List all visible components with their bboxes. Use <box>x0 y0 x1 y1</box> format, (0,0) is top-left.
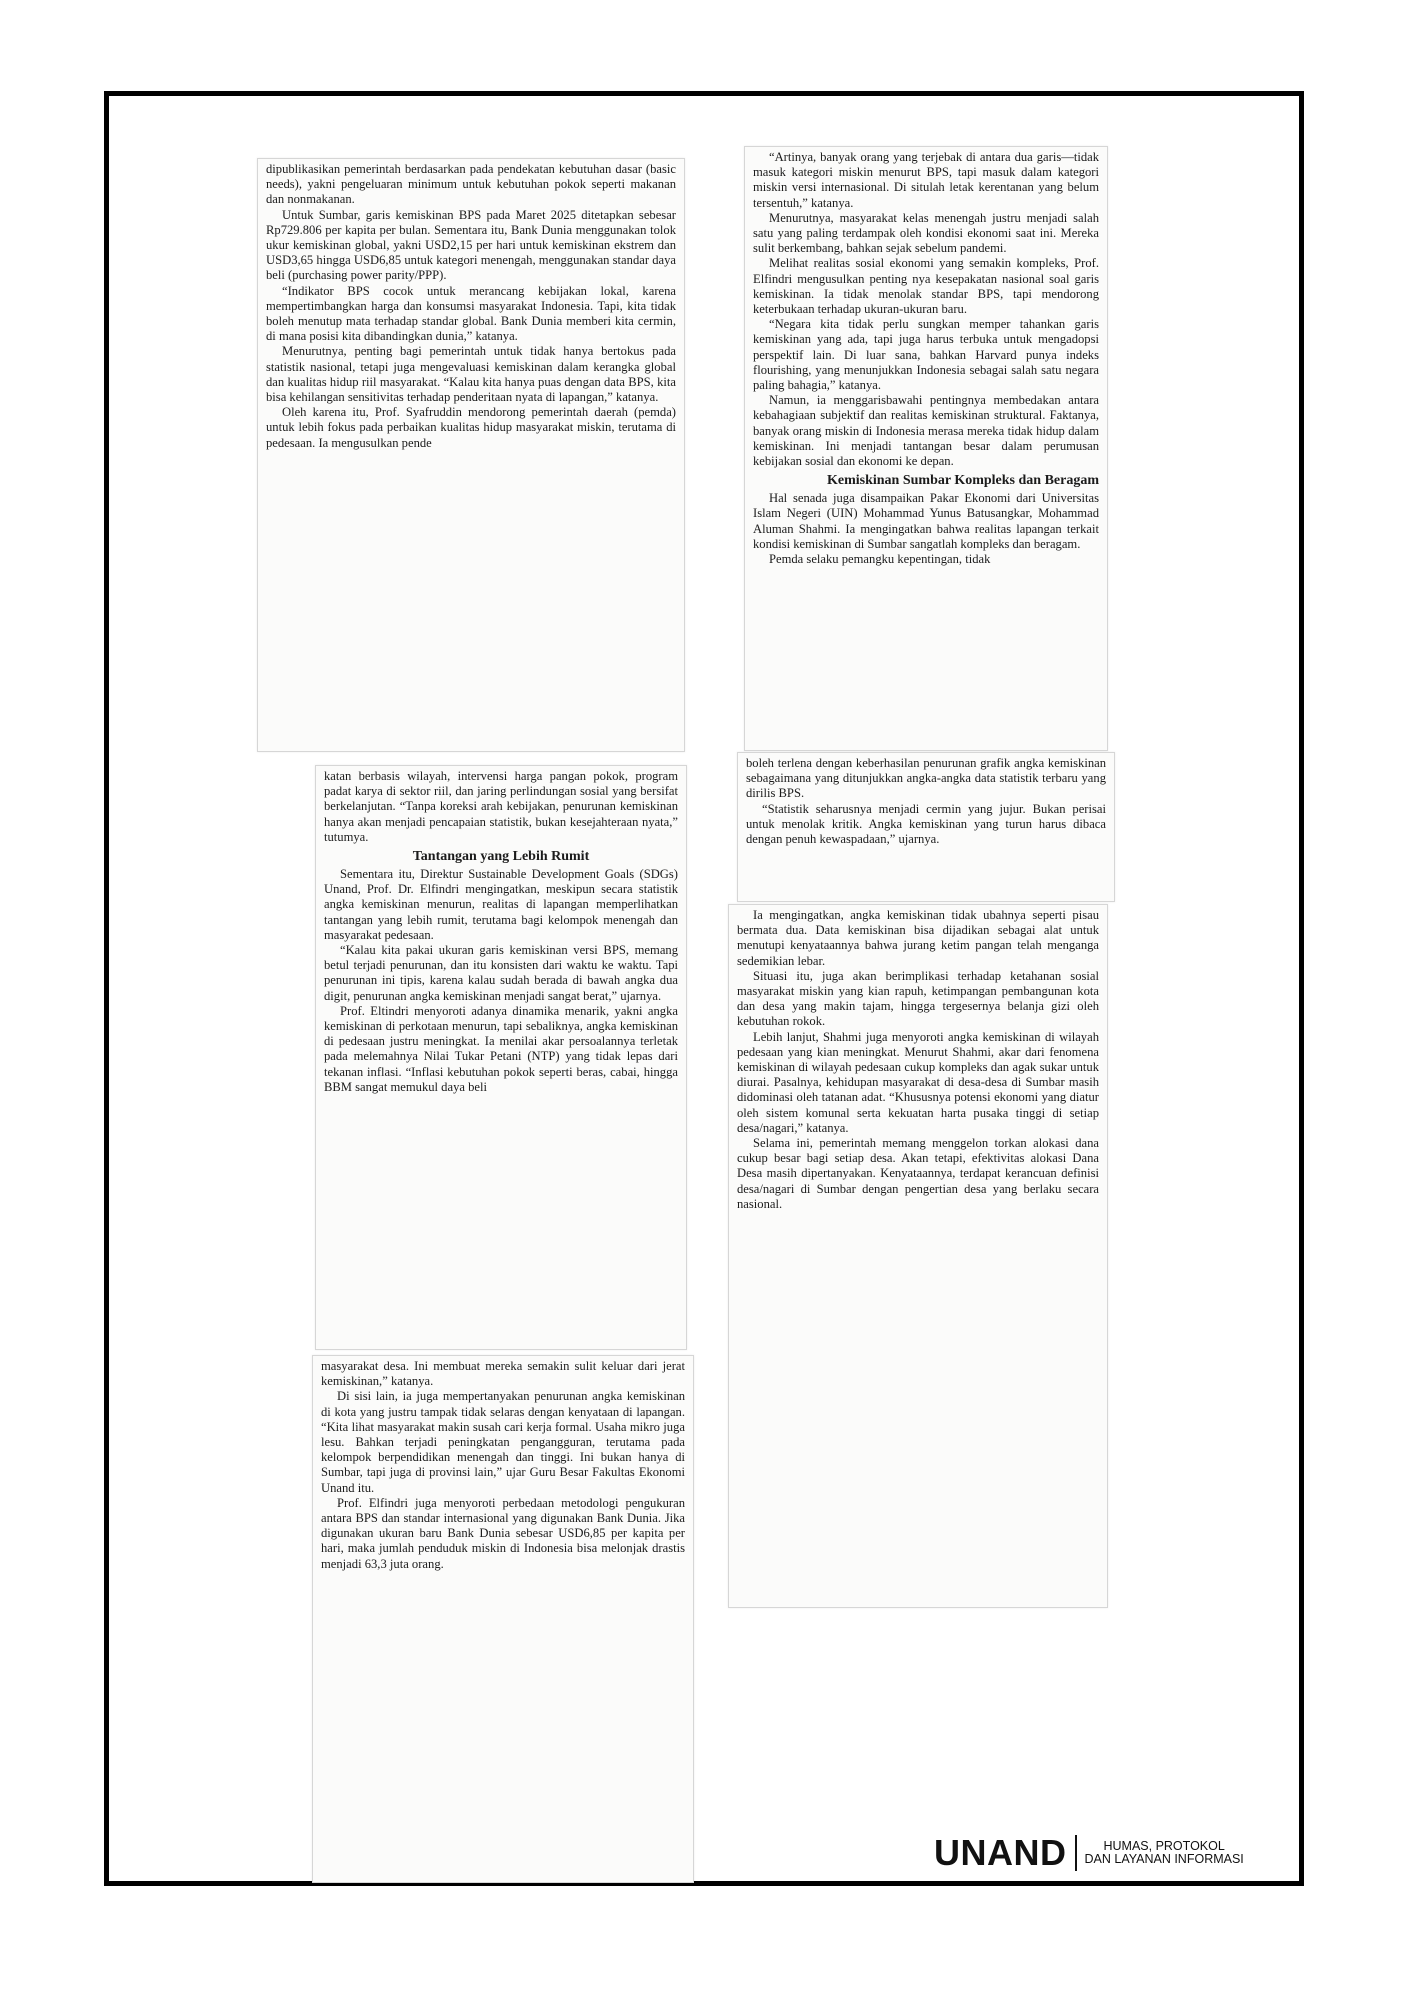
logo-subtitle <box>1085 1840 1244 1866</box>
paragraph: Menurutnya, masyarakat kelas menengah justru menjadi salah satu yang paling terdampak oleh kondisi ekonomi saat ini. Mereka sulit berkembang, bahkan sejak sebelum pandemi. <box>753 210 1099 256</box>
paragraph: Melihat realitas sosial ekonomi yang semakin kompleks, Prof. Elfindri mengusulkan penting nya kesepakatan nasional soal garis kemiskinan. Ia tidak menolak standar BPS, tapi mendorong keterbukaan terhadap ukuran-ukuran baru. <box>753 256 1099 317</box>
paragraph: dipublikasikan pemerintah berdasarkan pada pendekatan kebutuhan dasar (basic needs), yakni pengeluaran minimum untuk kebutuhan pokok seperti makanan dan nonmakanan. <box>266 162 676 207</box>
paragraph: boleh terlena dengan keberhasilan penurunan grafik angka kemiskinan sebagaimana yang ditunjukkan angka-angka data statistik terbaru yang dirilis BPS. <box>746 756 1106 801</box>
news-clipping-6 <box>728 904 1108 1608</box>
paragraph: “Negara kita tidak perlu sungkan memper tahankan garis kemiskinan yang ada, tapi juga harus terbuka untuk mengadopsi perspektif lain. Di luar sana, bahkan Harvard punya indeks flourishing, yang menunjukkan Indonesia sebagai salah satu negara paling bahagia,” katanya. <box>753 317 1099 393</box>
paragraph: Pemda selaku pemangku kepentingan, tidak <box>769 552 991 567</box>
logo-subtitle-line2: DAN LAYANAN INFORMASI <box>1084 1852 1244 1866</box>
paragraph: Namun, ia menggarisbawahi pentingnya membedakan antara kebahagiaan subjektif dan realitas kemiskinan struktural. Faktanya, banyak orang miskin di Indonesia merasa mereka tidak hidup dalam kemiskinan. Ini menjadi tantangan besar dalam perumusan kebijakan sosial dan ekonomi ke depan. <box>753 393 1099 469</box>
paragraph: “Statistik seharusnya menjadi cermin yang jujur. Bukan perisai untuk menolak kritik. Angka kemiskinan yang turun harus dibaca dengan penuh kewaspadaan,” ujarnya. <box>746 801 1106 847</box>
news-clipping-1 <box>257 158 685 752</box>
news-clipping-5 <box>737 752 1115 902</box>
paragraph: Prof. Eltindri menyoroti adanya dinamika menarik, yakni angka kemiskinan di perkotaan menurun, tapi sebaliknya, angka kemiskinan di pedesaan justru meningkat. Ia menilai akar persoalannya terletak pada melemahnya Nilai Tukar Petani (NTP) yang tidak lepas dari tekanan inflasi. “Inflasi kebutuhan pokok seperti beras, cabai, hingga BBM sangat memukul daya beli <box>324 1003 678 1094</box>
paragraph: Hal senada juga disampaikan Pakar Ekonomi dari Universitas Islam Negeri (UIN) Mohammad Yunus Batusangkar, Mohammad Aluman Shahmi. Ia mengingatkan bahwa realitas lapangan terkait kondisi kemiskinan di Sumbar sangatlah kompleks dan beragam. <box>753 491 1099 551</box>
news-clipping-4 <box>744 146 1108 751</box>
section-heading: Tantangan yang Lebih Rumit <box>412 849 590 865</box>
logo-wordmark: UNAND <box>934 1832 1067 1873</box>
paragraph: Sementara itu, Direktur Sustainable Development Goals (SDGs) Unand, Prof. Dr. Elfindri mengingatkan, meskipun secara statistik angka kemiskinan menurun, realitas di lapangan memperlihatkan tantangan yang lebih rumit, terutama bagi kelompok menengah dan masyarakat pedesaan. <box>324 867 678 942</box>
section-heading: Kemiskinan Sumbar Kompleks dan Beragam <box>826 473 1099 489</box>
paragraph: “Artinya, banyak orang yang terjebak di antara dua garis—tidak masuk kategori miskin menurut BPS, tapi masuk dalam kategori miskin versi internasional. Di situlah letak kerentanan yang belum tersentuh,” katanya. <box>753 150 1099 210</box>
paragraph: Oleh karena itu, Prof. Syafruddin mendorong pemerintah daerah (pemda) untuk lebih fokus pada perbaikan kualitas hidup masyarakat miskin, terutama di pedesaan. Ia mengusulkan pende <box>266 405 676 450</box>
paragraph: Untuk Sumbar, garis kemiskinan BPS pada Maret 2025 ditetapkan sebesar Rp729.806 per kapita per bulan. Sementara itu, Bank Dunia menggunakan tolok ukur kemiskinan global, yakni USD2,15 per hari untuk kemiskinan ekstrem dan USD3,65 hingga USD6,85 untuk kategori menengah, menggunakan standar daya beli (purchasing power parity/PPP). <box>266 207 676 283</box>
paragraph: Situasi itu, juga akan berimplikasi terhadap ketahanan sosial masyarakat miskin yang kian rapuh, ketimpangan pembangunan kota dan desa yang makin tajam, hingga tergesernya belanja gizi oleh kebutuhan rokok. <box>737 968 1099 1029</box>
paragraph: masyarakat desa. Ini membuat mereka semakin sulit keluar dari jerat kemiskinan,” katanya. <box>321 1359 685 1389</box>
paragraph: Di sisi lain, ia juga mempertanyakan penurunan angka kemiskinan di kota yang justru tampak tidak selaras dengan kenyataan di lapangan. “Kita lihat masyarakat makin susah cari kerja formal. Usaha mikro juga lesu. Bahkan terjadi peningkatan pengangguran, terutama pada kelompok berpendidikan menengah dan tinggi. Ini bukan hanya di Sumbar, tapi juga di provinsi lain,” ujar Guru Besar Fakultas Ekonomi Unand itu. <box>321 1389 685 1495</box>
paragraph: katan berbasis wilayah, intervensi harga pangan pokok, program padat karya di sektor riil, dan jaring perlindungan sosial yang bersifat berkelanjutan. “Tanpa koreksi arah kebijakan, penurunan kemiskinan hanya akan menjadi pencapaian statistik, bukan kesejahteraan nyata,” tutumya. <box>324 769 678 844</box>
paragraph: Selama ini, pemerintah memang menggelon torkan alokasi dana cukup besar bagi setiap desa. Akan tetapi, efektivitas alokasi Dana Desa masih dipertanyakan. Kenyataannya, terdapat kerancuan definisi desa/nagari di Sumbar dengan pengertian desa yang berlaku secara nasional. <box>737 1136 1099 1211</box>
news-clipping-2 <box>315 765 687 1350</box>
paragraph: Lebih lanjut, Shahmi juga menyoroti angka kemiskinan di wilayah pedesaan yang kian meningkat. Menurut Shahmi, akar dari fenomena kemiskinan di wilayah pedesaan cukup kompleks dan agak sukar untuk diurai. Pasalnya, kehidupan masyarakat di desa-desa di Sumbar masih didominasi oleh tatanan adat. “Khususnya potensi ekonomi yang diatur oleh sistem komunal serta kekuatan harta pusaka tinggi di setiap desa/nagari,” katanya. <box>737 1029 1099 1135</box>
paragraph: Ia mengingatkan, angka kemiskinan tidak ubahnya seperti pisau bermata dua. Data kemiskinan bisa dijadikan sebagai alat untuk menutupi kenyataannya bahwa jurang ketim pangan telah menganga sedemikian lebar. <box>737 908 1099 968</box>
news-clipping-3 <box>312 1355 694 1883</box>
paragraph: “Kalau kita pakai ukuran garis kemiskinan versi BPS, memang betul terjadi penurunan, dan itu konsisten dari waktu ke waktu. Tapi penurunan ini tipis, karena kalau sudah berada di bawah angka dua digit, penurunan angka kemiskinan menjadi sangat berat,” ujarnya. <box>324 943 678 1003</box>
paragraph: Prof. Elfindri juga menyoroti perbedaan metodologi pengukuran antara BPS dan standar internasional yang digunakan Bank Dunia. Jika digunakan ukuran baru Bank Dunia sebesar USD6,85 per kapita per hari, maka jumlah penduduk miskin di Indonesia bisa melonjak drastis menjadi 63,3 juta orang. <box>321 1495 685 1571</box>
paragraph: “Indikator BPS cocok untuk merancang kebijakan lokal, karena mempertimbangkan harga dan konsumsi masyarakat Indonesia. Tapi, kita tidak boleh menutup mata terhadap standar global. Bank Dunia memberi kita cermin, di mana posisi kita dibandingkan dunia,” katanya. <box>266 283 676 344</box>
logo-divider <box>1075 1835 1077 1871</box>
unand-logo <box>934 1833 1244 1873</box>
logo-subtitle-line1: HUMAS, PROTOKOL <box>1103 1839 1225 1853</box>
paragraph: Menurutnya, penting bagi pemerintah untuk tidak hanya bertokus pada statistik nasional, tetapi juga mengevaluasi kemiskinan dalam kerangka global dan kualitas hidup riil masyarakat. “Kalau kita hanya puas dengan data BPS, kita bisa kehilangan sensitivitas terhadap penderitaan nyata di lapangan,” katanya. <box>266 344 676 405</box>
